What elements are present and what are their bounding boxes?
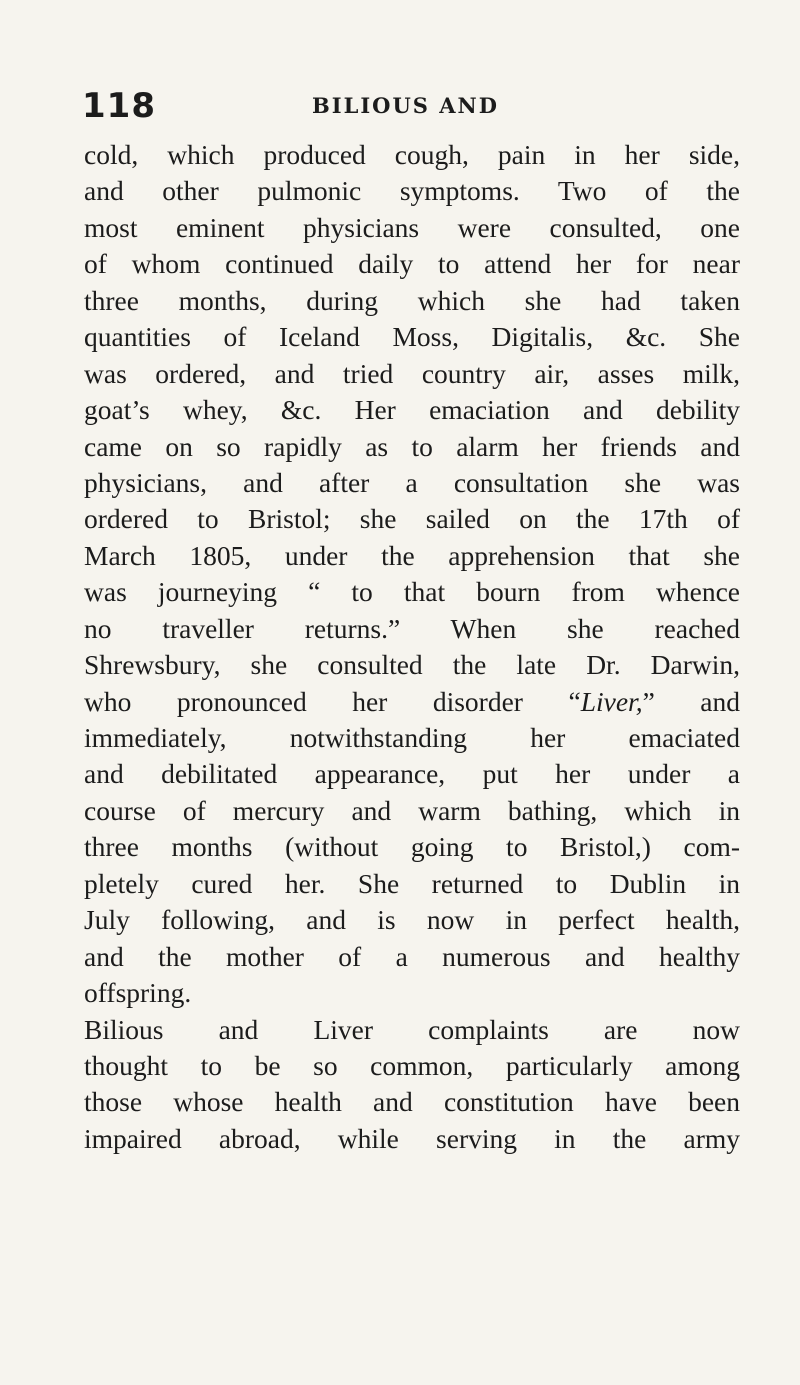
page-header (82, 86, 742, 126)
text-line: of whom continued daily to attend her for near (84, 248, 740, 280)
text-line: goat’s whey, &c. Her emaciation and debility (84, 394, 740, 426)
text-line: March 1805, under the apprehension that she (84, 539, 740, 571)
text-line: thought to be so common, particularly among (84, 1049, 740, 1081)
text-line: ordered to Bristol; she sailed on the 17th of (84, 503, 740, 535)
text-line: came on so rapidly as to alarm her friends and (84, 430, 740, 462)
darwin-line-before: who pronounced her disorder “ (84, 685, 581, 717)
text-line: and the mother of a numerous and healthy (84, 940, 740, 972)
text-line: was journeying “ to that bourn from whence (84, 576, 740, 608)
text-line: physicians, and after a consultation she was (84, 466, 740, 498)
text-line: offspring. (84, 977, 192, 1009)
darwin-line-after: ” and (642, 685, 740, 717)
text-line: cold, which produced cough, pain in her side, (84, 139, 740, 170)
text-line: three months, during which she had taken (84, 284, 740, 316)
text-line: quantities of Iceland Moss, Digitalis, &c. She (84, 321, 740, 353)
text-line: immediately, notwithstanding her emaciated (84, 722, 740, 753)
text-line: Shrewsbury, she consulted the late Dr. Darwin, (84, 649, 740, 681)
text-line: three months (without going to Bristol,) com- (84, 831, 740, 863)
running-head: BILIOUS AND (312, 93, 499, 118)
body-text (84, 137, 740, 1157)
text-line: Bilious and Liver complaints are now (84, 1013, 740, 1045)
text-line: and debilitated appearance, put her under a (84, 758, 740, 790)
text-line: no traveller returns.” When she reached (84, 612, 740, 644)
page-number: 118 (82, 86, 156, 126)
text-line-darwin (84, 684, 740, 720)
text-line: most eminent physicians were consulted, one (84, 211, 740, 243)
text-line: impaired abroad, while serving in the army (84, 1122, 740, 1154)
text-line: and other pulmonic symptoms. Two of the (84, 175, 740, 207)
text-line: pletely cured her. She returned to Dublin in (84, 867, 740, 899)
text-line: July following, and is now in perfect health, (84, 904, 740, 936)
text-line: those whose health and constitution have been (84, 1086, 740, 1118)
text-line: course of mercury and warm bathing, which in (84, 794, 740, 826)
text-line: was ordered, and tried country air, asses milk, (84, 357, 740, 389)
liver-italic: Liver, (580, 685, 643, 717)
